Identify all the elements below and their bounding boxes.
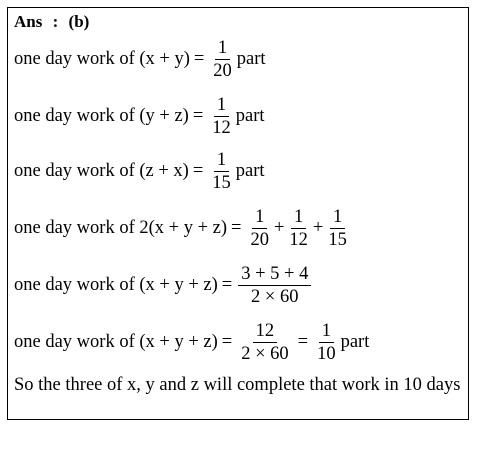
equals-sign: =: [221, 332, 233, 352]
numerator: 1: [319, 321, 334, 343]
equation-text: one day work of (y + z): [14, 106, 189, 126]
fraction: [209, 150, 234, 193]
fraction: [210, 38, 235, 81]
denominator: 12: [212, 118, 231, 138]
equation-text: one day work of 2(x + y + z): [14, 218, 228, 238]
equation-sum: [14, 264, 313, 307]
answer-label: Ans: [14, 12, 43, 31]
fraction: [286, 207, 311, 250]
numerator: 1: [330, 207, 345, 229]
numerator: 1: [215, 38, 230, 60]
fraction: [209, 95, 234, 138]
fraction: [238, 321, 291, 364]
denominator: 15: [328, 230, 347, 250]
equation-text: one day work of (x + y + z): [14, 275, 218, 295]
answer-option: (b): [68, 12, 90, 31]
denominator: 20: [250, 230, 269, 250]
denominator: 20: [213, 61, 232, 81]
equals-sign: =: [297, 332, 309, 352]
denominator: 12: [289, 230, 308, 250]
equation-text: one day work of (z + x): [14, 161, 189, 181]
plus-sign: +: [312, 218, 324, 238]
numerator: 1: [291, 207, 306, 229]
numerator: 3 + 5 + 4: [238, 264, 311, 286]
equation-yz: [14, 95, 265, 138]
unit-label: part: [236, 49, 266, 69]
numerator: 1: [252, 207, 267, 229]
equals-sign: =: [231, 218, 242, 238]
equation-text: one day work of (x + y): [14, 49, 190, 69]
numerator: 12: [253, 321, 278, 343]
numerator: 1: [214, 95, 229, 117]
unit-label: part: [235, 161, 265, 181]
equation-text: one day work of (x + y + z): [14, 332, 218, 352]
fraction: [238, 264, 311, 307]
fraction: [314, 321, 339, 364]
equals-sign: =: [192, 106, 204, 126]
equation-xy: [14, 38, 266, 81]
unit-label: part: [340, 332, 370, 352]
numerator: 1: [214, 150, 229, 172]
equals-sign: =: [221, 275, 233, 295]
answer-colon: :: [52, 12, 59, 31]
unit-label: part: [235, 106, 265, 126]
conclusion-text: So the three of x, y and z will complete that work in 10 days: [14, 375, 461, 395]
equals-sign: =: [192, 161, 204, 181]
plus-sign: +: [273, 218, 285, 238]
denominator: 2 × 60: [251, 287, 299, 307]
answer-heading: [14, 12, 89, 32]
equation-zx: [14, 150, 265, 193]
equation-double-sum: [14, 207, 352, 250]
fraction: [325, 207, 350, 250]
equation-final: [14, 321, 369, 364]
equals-sign: =: [193, 49, 205, 69]
denominator: 15: [212, 173, 231, 193]
denominator: 2 × 60: [241, 344, 289, 364]
fraction: [247, 207, 272, 250]
denominator: 10: [317, 344, 336, 364]
